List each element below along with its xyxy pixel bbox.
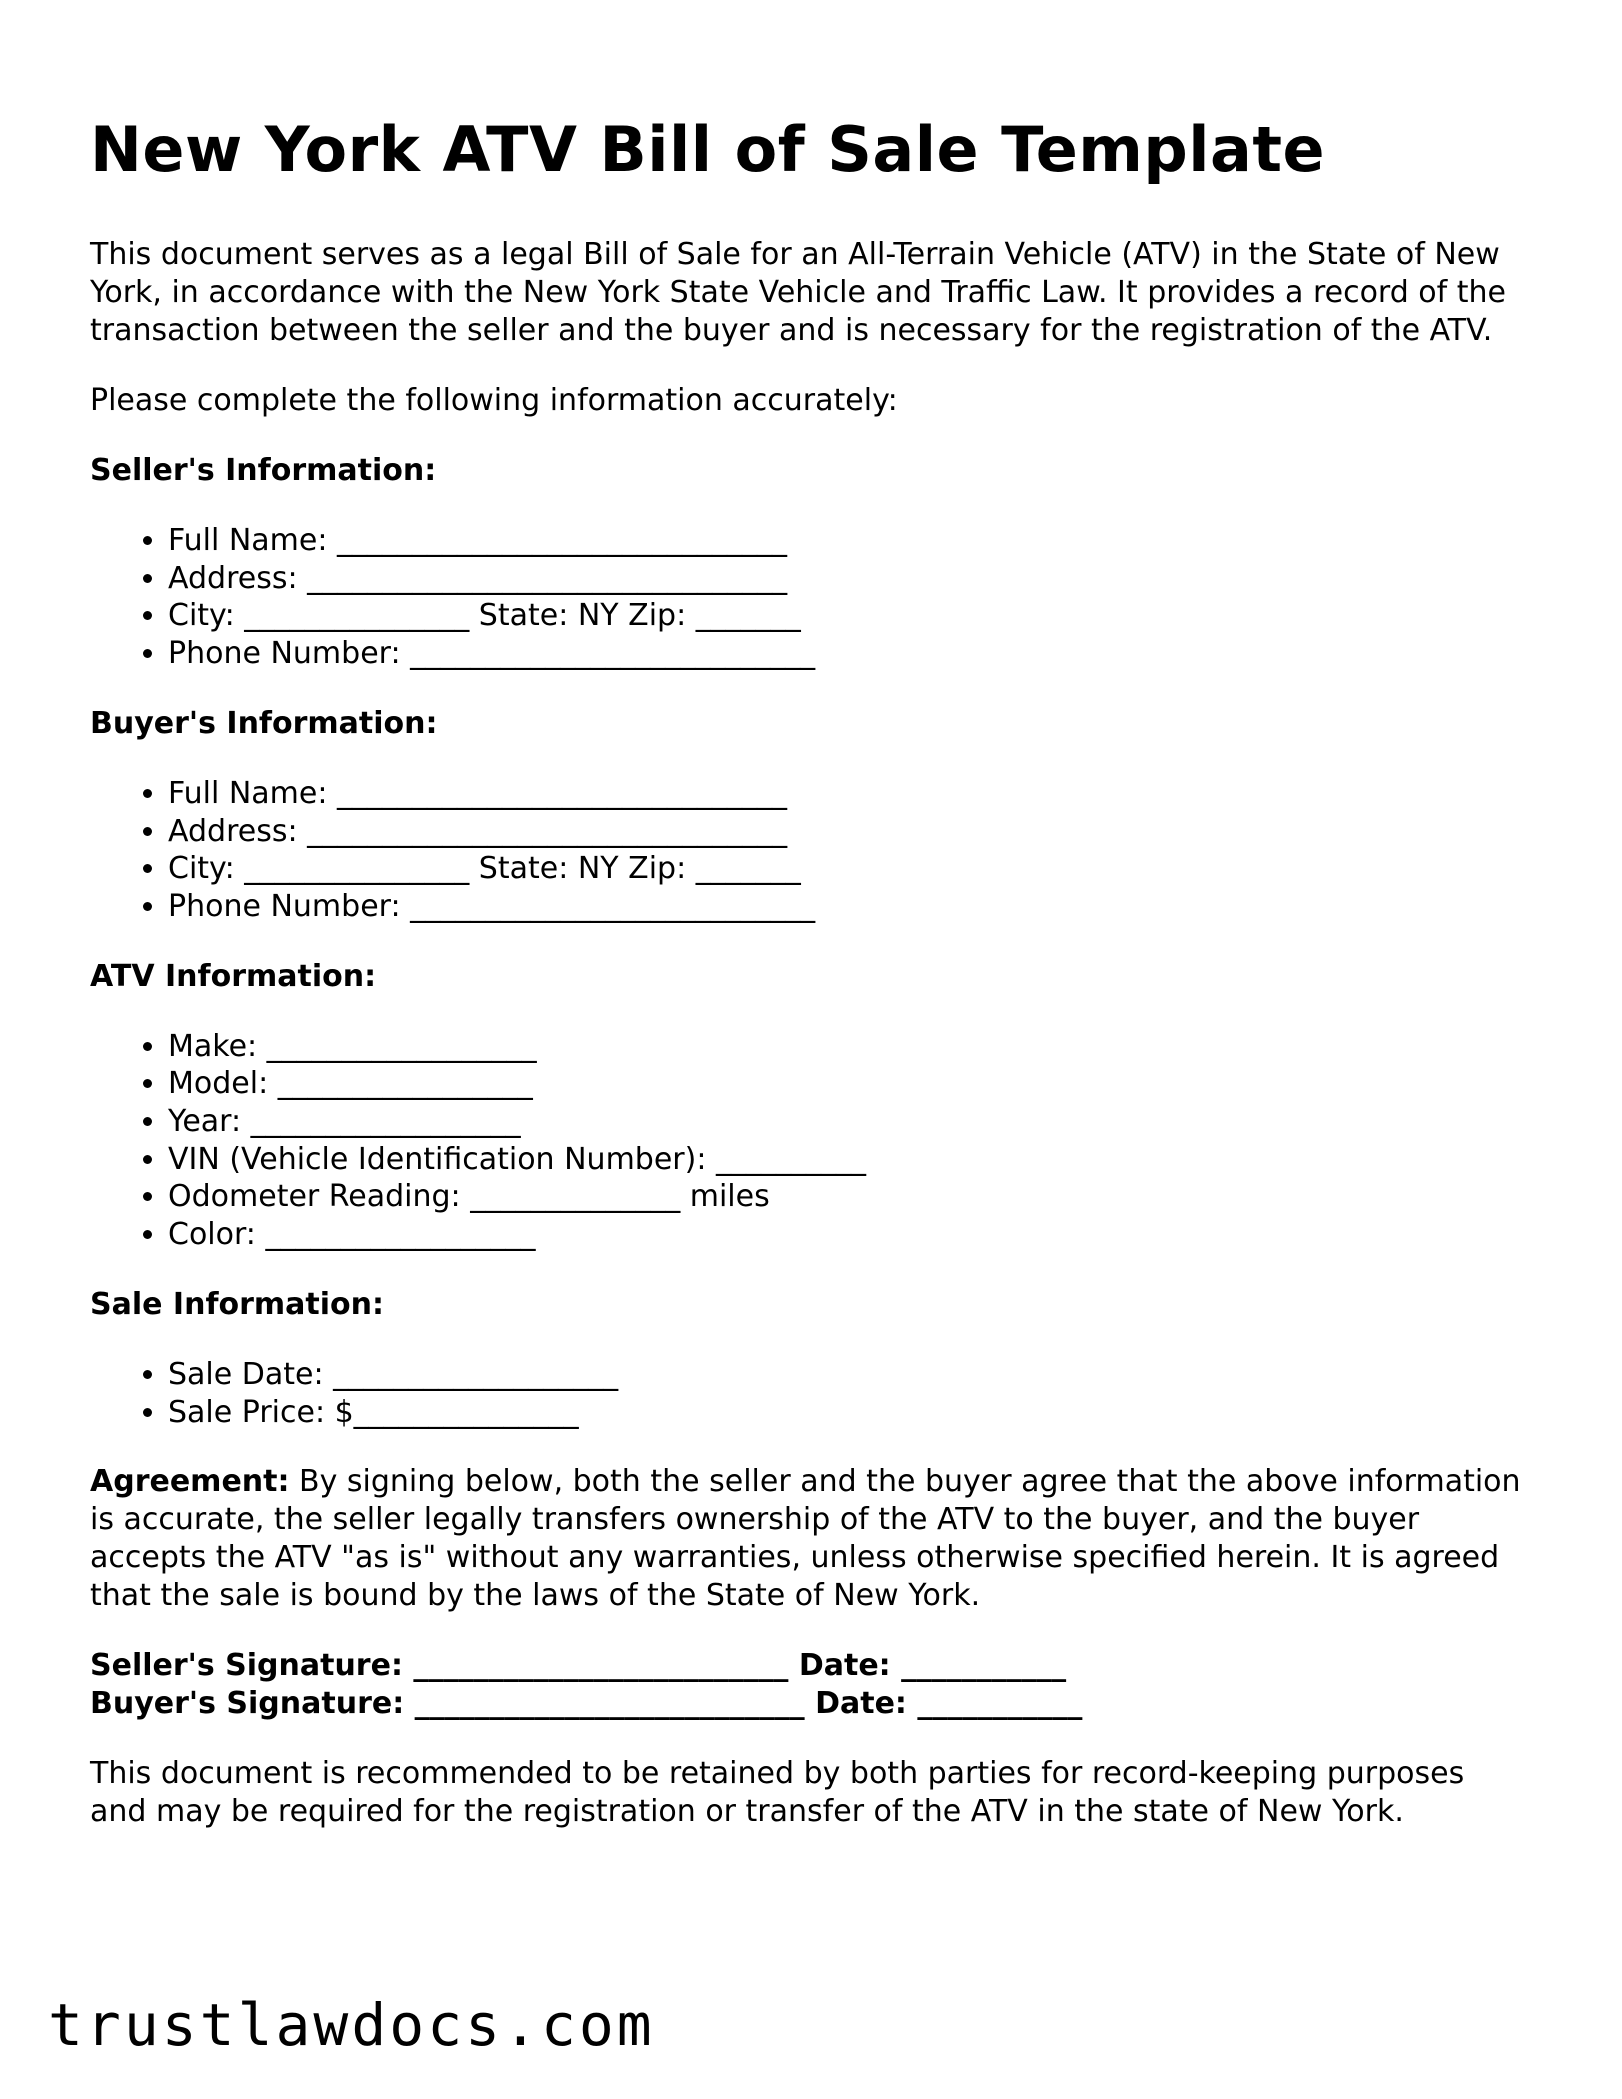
buyer-city-state-zip-field: • City: _______________ State: NY Zip: _______	[168, 850, 1530, 888]
seller-signature-line: Seller's Signature: _________________________ Date: ___________	[90, 1648, 1067, 1684]
seller-phone-field: • Phone Number: ___________________________	[168, 635, 1530, 673]
seller-info-list	[90, 522, 1530, 673]
atv-section-heading: ATV Information:	[90, 958, 377, 994]
agreement-label: Agreement:	[90, 1464, 290, 1500]
agreement-text: By signing below, both the seller and the buyer agree that the above information is accurate, the seller legally transfers ownership of the ATV to the buyer, and the buyer accepts the ATV "as is" without any warranties, unless otherwise specified herein. It is agreed that the sale is bound by the laws of the State of New York.	[90, 1464, 1521, 1614]
atv-year-field: • Year: __________________	[168, 1103, 1530, 1141]
buyer-signature-line: Buyer's Signature: __________________________ Date: ___________	[90, 1686, 1083, 1722]
buyer-phone-field: • Phone Number: ___________________________	[168, 888, 1530, 926]
agreement-paragraph	[90, 1463, 1530, 1615]
sale-price-field: • Sale Price: $_______________	[168, 1394, 1530, 1432]
seller-city-state-zip-field: • City: _______________ State: NY Zip: _______	[168, 597, 1530, 635]
instruction-text: Please complete the following information accurately:	[90, 383, 898, 418]
seller-full-name-field: • Full Name: ______________________________	[168, 522, 1530, 560]
site-watermark: trustlawdocs.com	[48, 1991, 655, 2059]
seller-address-field: • Address: ________________________________	[168, 560, 1530, 598]
atv-info-list	[90, 1028, 1530, 1254]
buyer-full-name-field: • Full Name: ______________________________	[168, 775, 1530, 813]
atv-vin-field: • VIN (Vehicle Identification Number): __________	[168, 1141, 1530, 1179]
sale-info-list	[90, 1356, 1530, 1431]
atv-model-field: • Model: _________________	[168, 1065, 1530, 1103]
sale-date-field: • Sale Date: ___________________	[168, 1356, 1530, 1394]
sale-section-heading: Sale Information:	[90, 1286, 384, 1322]
intro-paragraph: This document serves as a legal Bill of Sale for an All-Terrain Vehicle (ATV) in the State of New York, in accordance with the New York State Vehicle and Traffic Law. It provides a record of the transaction between the seller and the buyer and is necessary for the registration of the ATV.	[90, 237, 1506, 348]
atv-color-field: • Color: __________________	[168, 1216, 1530, 1254]
document-body	[90, 110, 1530, 1831]
buyer-info-list	[90, 775, 1530, 926]
document-title: New York ATV Bill of Sale Template	[90, 113, 1326, 186]
seller-section-heading: Seller's Information:	[90, 453, 437, 488]
buyer-address-field: • Address: ________________________________	[168, 813, 1530, 851]
closing-paragraph: This document is recommended to be retained by both parties for record-keeping purposes and may be required for the registration or transfer of the ATV in the state of New York.	[90, 1756, 1465, 1830]
atv-make-field: • Make: __________________	[168, 1028, 1530, 1066]
buyer-section-heading: Buyer's Information:	[90, 705, 438, 741]
atv-odometer-field: • Odometer Reading: ______________ miles	[168, 1178, 1530, 1216]
signature-block	[90, 1647, 1530, 1723]
